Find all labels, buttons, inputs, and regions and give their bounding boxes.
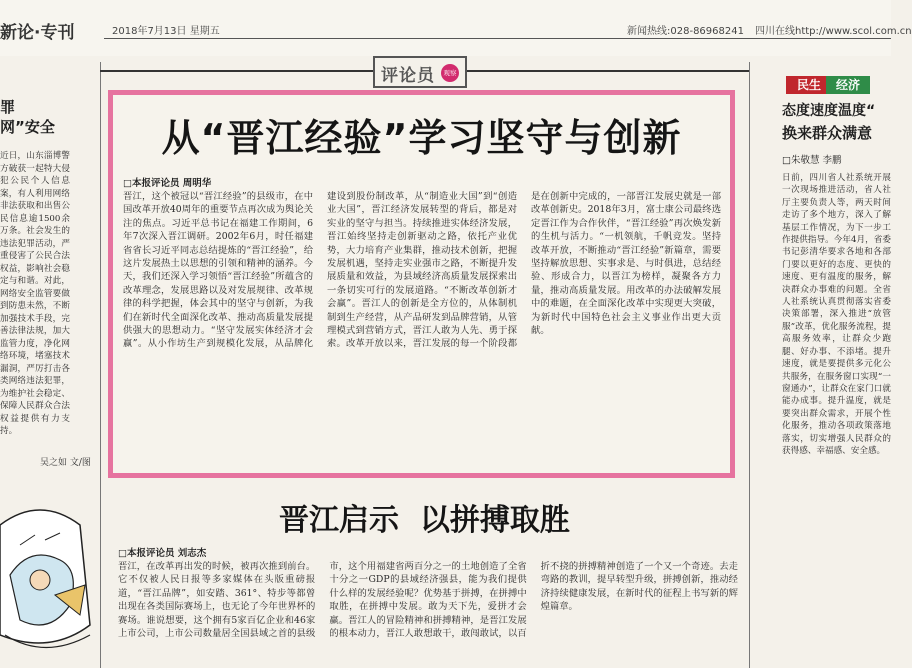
opinion-logo-label: 评论员: [381, 66, 435, 86]
opinion-logo: [373, 56, 467, 88]
header-site: 四川在线http://www.scol.com.cn: [755, 26, 912, 37]
header-rule: [104, 38, 891, 39]
left-column-text: 近日，山东淄博警方破获一起特大侵犯公民个人信息案，有人利用网络非法获取和出售公民信息逾1500余万条。社会发生的违法犯罪活动，严重侵害了公民合法权益，影响社会稳定与和谐。对此，网络安全监管要做到防患未然，不断加强技术手段，完善法律法规，加大监管力度，净化网络环境，堵塞技术漏洞，严厉打击各类网络违法犯罪，为维护社会稳定、保障人民群众合法权益提供有力支持。: [0, 151, 70, 436]
section-name: 新论·专刊: [0, 23, 75, 43]
cartoon-illustration: [0, 485, 100, 668]
cartoon-credit: 吴之如 文/图: [40, 458, 91, 468]
left-headline-2: 网”安全: [0, 118, 55, 136]
main-article-body: 晋江，这个被冠以“晋江经验”的县级市，在中国改革开放40周年的重要节点再次成为舆论关注的焦点。习近平总书记在福建工作期间，6年7次深入晋江调研。2002年6月，时任福建省省长习近平同志总结提炼的“晋江经验”，给这片发展热土以思想的引领和精神的涵养。今天，我们还深入学习领悟“晋江经验”所蕴含的改革理念，发展思路以及对发展规律、改革规律的科学把握，体会其中的坚守与创新，为我们在新时代全面深化改革、推动高质量发展提供强大的思想动力。“坚守发展实体经济才会赢”。从小作坊生产到规模化发展，从品牌化建设到股份制改革，从“制造业大国”到“创造业大国”，晋江经济发展转型的背后，都是对实业的坚守与担当。持续推进实体经济发展，晋江始终坚持走创新驱动之路，依托产业优势，大力培育产业集群，推动技术创新，把握发展机遇，坚持走实业强市之路，不断提升发展质量和效益，为县域经济高质量发展探索出一条切实可行的发展道路。“不断改革创新才会赢”。晋江人的创新是全方位的，从体制机制到生产经营，从产品研发到品牌营销，从管理模式到营销方式，晋江人敢为人先、勇于探索。改革开放以来，晋江发展的每一个阶段都是在创新中完成的，一部晋江发展史就是一部改革创新史。2018年3月，富士康公司最终选定晋江作为合作伙伴，“晋江经验”再次焕发新的生机与活力。“一机领航，千帆竞发。坚持改革开放，不断推动“晋江经验”新篇章，需要坚持解放思想、实事求是、与时俱进，总结经验、形成合力，以晋江为榜样，凝聚各方力量，推动高质量发展。用改革的办法破解发展中的难题，在全面深化改革中实现更大突破，为新时代中国特色社会主义事业作出更大贡献。: [123, 191, 721, 350]
opinion-logo-badge: 观察: [441, 64, 459, 82]
main-article-frame: [108, 90, 735, 478]
second-article-title: 晋江启示 以拼搏取胜: [279, 503, 570, 538]
right-headline-2: 换来群众满意: [782, 124, 873, 142]
divider-left: [100, 62, 101, 668]
header-date: 2018年7月13日 星期五: [112, 26, 220, 37]
right-byline: □朱敬慧 李鹏: [782, 155, 842, 166]
right-tag-minsheng: 民生: [786, 76, 832, 94]
right-headline-1: 态度速度温度“: [782, 103, 876, 119]
main-article-title: 从“晋江经验”学习坚守与创新: [161, 116, 682, 160]
right-column-text: 日前，四川省人社系统开展一次现场推进活动，省人社厅主要负责人等，两天时间走访了多个地方，深入了解基层工作情况，为下一步工作提供指导。今年4月，省委书记彭清华要求各地和各部门要以更好的态度、更快的速度、更有温度的服务，解决群众办事难的问题。全省人社系统认真贯彻落实省委决策部署，深入推进“放管服”改革，优化服务流程，提高服务效率，让群众少跑腿、好办事、不添堵。提升速度，就是要提供多元化公共服务，在服务窗口实现“一窗通办”，让群众在家门口就能办成事。提升温度，就是要突出群众需求，开展个性化服务，推动各项政策落地落实，切实增强人民群众的获得感、幸福感、安全感。: [782, 173, 891, 456]
main-article-byline: □本报评论员 周明华: [123, 178, 212, 189]
divider-right: [749, 62, 750, 668]
second-article-byline: □本报评论员 刘志杰: [118, 548, 207, 559]
header-hotline: 新闻热线:028-86968241: [627, 26, 744, 37]
right-tag-jingji: 经济: [826, 76, 870, 94]
left-headline-1: 罪: [0, 98, 16, 116]
second-article-body: 晋江，在改革再出发的时候，被再次推到前台。它不仅被人民日报等多家媒体在头版重磅报道，“晋江品牌”，如安踏、361°、特步等都曾出现在各类国际赛场上，也无论了今年世界杯的赛场。谁说想要，这个拥有5家百亿企业和46家上市公司，上市公司数量居全国县域之首的县级市，这个用福建省两百分之一的土地创造了全省十分之一GDP的县域经济强县，能为我们提供什么样的发展经验呢？优势基于拼搏，在拼搏中取胜，在拼搏中发展。敢为天下先，爱拼才会赢。晋江人的冒险精神和拼搏精神，是晋江发展的根本动力，晋江人敢想敢干，敢闯敢试，以百折不挠的拼搏精神创造了一个又一个奇迹。去走弯路的教训，提早转型升级，拼搏创新，推动经济持续健康发展，在新时代的征程上书写新的辉煌篇章。: [118, 561, 738, 640]
